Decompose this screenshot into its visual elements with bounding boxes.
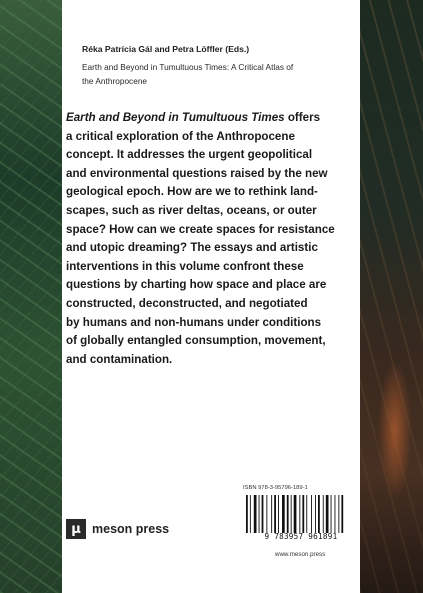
blurb-line: questions by charting how space and place are	[66, 278, 327, 292]
barcode	[242, 495, 360, 535]
blurb-line: space? How can we create spaces for resistance	[66, 222, 335, 236]
blurb-line: and contamination.	[66, 352, 173, 366]
publisher-name: meson press	[92, 522, 170, 536]
blurb-line: and environmental questions raised by the new	[66, 166, 328, 180]
blurb-line: interventions in this volume confront these	[66, 259, 304, 273]
background-right-strip	[360, 0, 423, 593]
blurb-line: a critical exploration of the Anthropocene	[66, 129, 295, 143]
publisher-logo	[66, 519, 169, 539]
blurb	[66, 109, 356, 369]
publisher-url: www.meson.press	[275, 551, 326, 558]
editors: Réka Patrícia Gál and Petra Löffler (Eds.)	[82, 44, 250, 54]
background-glow	[378, 360, 412, 500]
barcode-digits: 9 783957 961891	[264, 532, 338, 541]
blurb-line-text: offers	[284, 111, 321, 124]
blurb-line: geological epoch. How are we to rethink land-	[66, 185, 318, 199]
blurb-line	[66, 109, 356, 128]
blurb-line: constructed, deconstructed, and negotiated	[66, 296, 308, 310]
isbn-label: ISBN 978-3-95796-189-1	[243, 485, 308, 491]
mu-logo-icon: μ	[66, 519, 86, 539]
subtitle-line: the Anthropocene	[82, 76, 148, 86]
blurb-line: and utopic dreaming? The essays and artistic	[66, 241, 318, 255]
blurb-line: of globally entangled consumption, movement,	[66, 334, 326, 348]
subtitle-line: Earth and Beyond in Tumultuous Times: A Critical Atlas of	[82, 62, 294, 72]
blurb-title: Earth and Beyond in Tumultuous Times	[66, 111, 285, 124]
blurb-line: concept. It addresses the urgent geopolitical	[66, 148, 313, 162]
blurb-line: by humans and non-humans under conditions	[66, 315, 322, 329]
blurb-line: scapes, such as river deltas, oceans, or outer	[66, 203, 317, 217]
back-cover-panel	[62, 0, 360, 593]
book-subtitle	[82, 60, 352, 88]
background-left-strip	[0, 0, 62, 593]
